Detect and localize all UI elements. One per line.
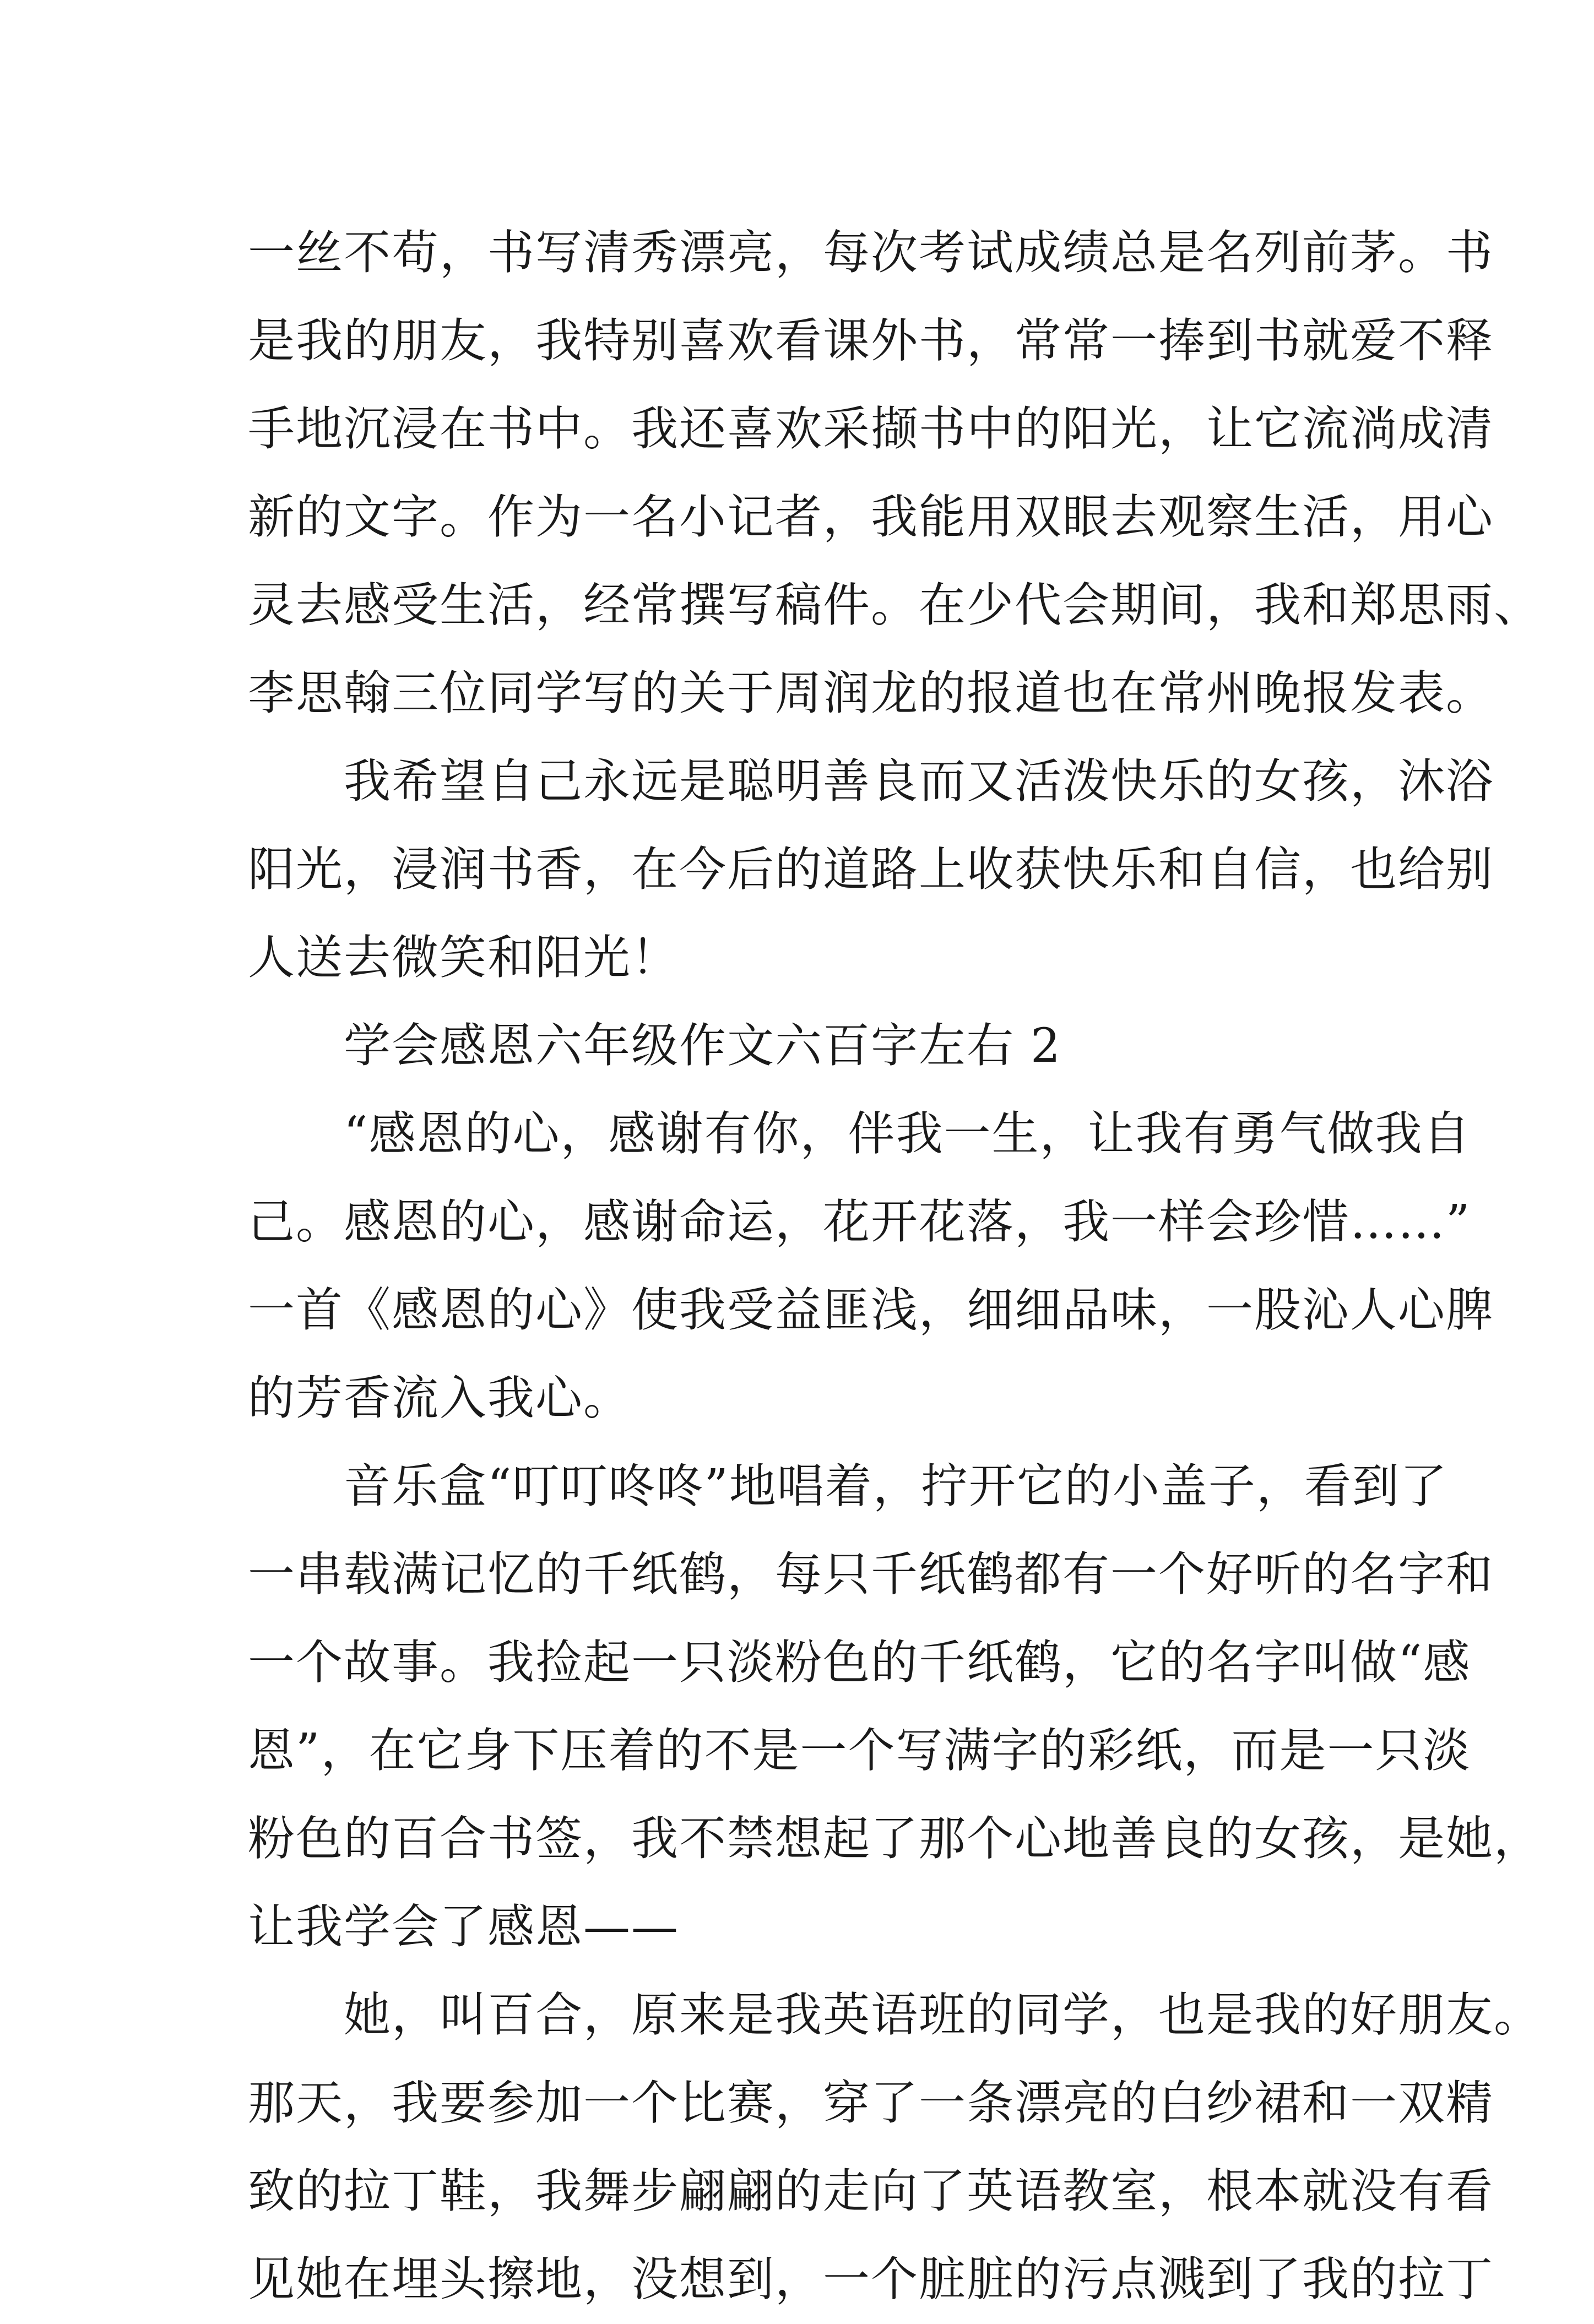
text-line: 的芳香流入我心。 <box>248 1371 632 1426</box>
text-line: 一个故事。我捡起一只淡粉色的千纸鹤，它的名字叫做“感 <box>248 1636 1471 1690</box>
text-line: 人送去微笑和阳光！ <box>248 931 680 985</box>
text-line: 我希望自己永远是聪明善良而又活泼快乐的女孩，沐浴 <box>248 754 1494 809</box>
text-line: “感恩的心，感谢有你，伴我一生，让我有勇气做我自 <box>248 1107 1471 1161</box>
text-line: 灵去感受生活，经常撰写稿件。在少代会期间，我和郑思雨、 <box>248 578 1542 633</box>
text-line: 是我的朋友，我特别喜欢看课外书，常常一捧到书就爱不释 <box>248 314 1494 368</box>
text-line: 李思翰三位同学写的关于周润龙的报道也在常州晚报发表。 <box>248 666 1494 721</box>
text-line: 手地沉浸在书中。我还喜欢采撷书中的阳光，让它流淌成清 <box>248 402 1494 457</box>
section-heading: 学会感恩六年级作文六百字左右 2 <box>248 1019 1062 1073</box>
text-line: 恩”，在它身下压着的不是一个写满字的彩纸，而是一只淡 <box>248 1724 1471 1778</box>
text-line: 阳光，浸润书香，在今后的道路上收获快乐和自信，也给别 <box>248 843 1494 897</box>
text-line: 一丝不苟，书写清秀漂亮，每次考试成绩总是名列前茅。书 <box>248 226 1494 280</box>
text-line: 她，叫百合，原来是我英语班的同学，也是我的好朋友。 <box>248 1988 1542 2043</box>
text-line: 音乐盒“叮叮咚咚”地唱着，拧开它的小盖子，看到了 <box>248 1459 1448 1514</box>
text-line: 见她在埋头擦地，没想到，一个脏脏的污点溅到了我的拉丁 <box>248 2252 1494 2307</box>
text-line: 那天，我要参加一个比赛，穿了一条漂亮的白纱裙和一双精 <box>248 2076 1494 2131</box>
text-line: 一首《感恩的心》使我受益匪浅，细细品味，一股沁人心脾 <box>248 1283 1494 1338</box>
document-body <box>248 209 1542 2324</box>
text-line: 一串载满记忆的千纸鹤，每只千纸鹤都有一个好听的名字和 <box>248 1547 1494 1602</box>
text-line: 粉色的百合书签，我不禁想起了那个心地善良的女孩，是她， <box>248 1812 1542 1866</box>
text-line: 让我学会了感恩—— <box>248 1900 680 1954</box>
text-line: 致的拉丁鞋，我舞步翩翩的走向了英语教室，根本就没有看 <box>248 2164 1494 2219</box>
text-line: 己。感恩的心，感谢命运，花开花落，我一样会珍惜……” <box>248 1195 1471 1250</box>
text-line: 新的文字。作为一名小记者，我能用双眼去观察生活，用心 <box>248 490 1494 545</box>
